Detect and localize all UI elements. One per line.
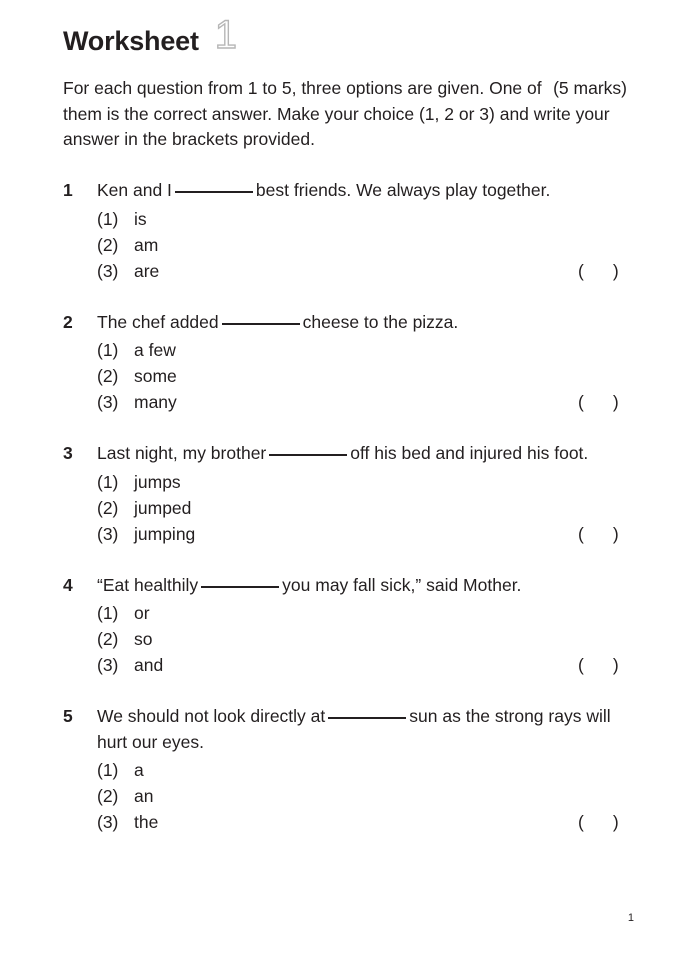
question-head [63, 310, 631, 336]
question-number: 4 [63, 574, 73, 595]
option-text: an [134, 786, 154, 806]
option-item[interactable] [97, 521, 631, 547]
option-item[interactable] [97, 337, 631, 363]
answer-blank-line [328, 717, 406, 719]
option-label: (3) [97, 523, 119, 544]
option-label: (3) [97, 812, 119, 832]
question-item [63, 704, 631, 835]
option-item[interactable] [97, 363, 631, 389]
question-text-after-blank: cheese to the pizza. [302, 311, 459, 332]
page-number: 1 [627, 912, 634, 924]
answer-bracket[interactable] [578, 652, 619, 678]
answer-bracket-close: ) [612, 812, 619, 832]
answer-bracket-open: ( [578, 812, 584, 832]
question-text-before-blank: Ken and I [97, 180, 172, 200]
question-head [63, 573, 631, 599]
question-text [97, 441, 631, 467]
option-text: many [134, 392, 177, 412]
option-item[interactable] [97, 258, 631, 284]
question-text-after-blank: sun as the strong rays will hurt our eyes. [97, 706, 611, 752]
marks-label: (5 marks) [553, 78, 627, 98]
answer-bracket[interactable] [578, 389, 619, 415]
option-item[interactable] [97, 206, 631, 232]
option-label: (2) [97, 786, 119, 806]
page-title [63, 13, 237, 58]
answer-bracket-open: ( [578, 260, 584, 281]
page-title-text: Worksheet [63, 26, 199, 56]
question-number: 1 [63, 180, 73, 200]
option-text: or [134, 603, 150, 623]
answer-bracket[interactable] [578, 521, 619, 547]
question-text [97, 573, 631, 599]
question-head [63, 178, 631, 204]
option-list [63, 337, 631, 415]
option-text: a [134, 760, 144, 780]
answer-bracket-open: ( [578, 392, 584, 412]
answer-bracket[interactable] [578, 258, 619, 284]
option-list [63, 600, 631, 678]
option-label: (3) [97, 655, 119, 675]
option-item[interactable] [97, 389, 631, 415]
option-item[interactable] [97, 469, 631, 495]
question-text [97, 310, 631, 336]
instructions-text: For each question from 1 to 5, three options are given. One of them is the correct answer. Make your choice (1, 2 or 3) and write your answer in the brackets provided. [63, 78, 610, 149]
worksheet-number-outline: 1 [214, 13, 237, 57]
question-item [63, 441, 631, 547]
option-label: (1) [97, 471, 119, 492]
option-label: (2) [97, 497, 119, 518]
option-label: (2) [97, 234, 119, 255]
answer-bracket[interactable] [578, 809, 619, 835]
option-item[interactable] [97, 626, 631, 652]
option-item[interactable] [97, 809, 631, 835]
option-item[interactable] [97, 783, 631, 809]
option-text: so [134, 629, 153, 649]
question-head [63, 704, 631, 755]
answer-blank-line [201, 586, 279, 588]
answer-bracket-close: ) [612, 655, 619, 675]
question-text-before-blank: “Eat healthily [97, 574, 199, 595]
option-list [63, 206, 631, 284]
option-list [63, 757, 631, 835]
option-label: (3) [97, 260, 119, 281]
option-text: jumping [134, 523, 196, 544]
question-head [63, 441, 631, 467]
option-text: are [134, 260, 160, 281]
question-text-after-blank: you may fall sick,” said Mother. [282, 574, 522, 595]
question-text-before-blank: Last night, my brother [97, 443, 267, 463]
answer-bracket-close: ) [612, 523, 619, 544]
option-text: a few [134, 340, 176, 360]
answer-bracket-open: ( [578, 523, 584, 544]
question-text-before-blank: We should not look directly at [97, 706, 326, 726]
option-item[interactable] [97, 757, 631, 783]
option-label: (1) [97, 603, 119, 623]
option-text: is [134, 208, 147, 229]
option-label: (1) [97, 340, 119, 360]
instructions-paragraph [63, 76, 627, 153]
question-number: 2 [63, 311, 73, 332]
question-item [63, 573, 631, 679]
answer-blank-line [222, 323, 300, 325]
question-item [63, 178, 631, 284]
answer-blank-line [175, 191, 253, 193]
option-label: (3) [97, 392, 119, 412]
question-number: 3 [63, 443, 73, 463]
option-text: and [134, 655, 164, 675]
answer-bracket-open: ( [578, 655, 584, 675]
question-text [97, 178, 631, 204]
option-label: (2) [97, 366, 119, 386]
question-item [63, 310, 631, 416]
option-label: (1) [97, 208, 119, 229]
answer-blank-line [269, 454, 347, 456]
answer-bracket-close: ) [612, 392, 619, 412]
question-list [63, 178, 631, 835]
option-item[interactable] [97, 652, 631, 678]
option-text: jumped [134, 497, 192, 518]
option-text: jumps [134, 471, 181, 492]
question-text-after-blank: best friends. We always play together. [255, 180, 551, 200]
option-item[interactable] [97, 600, 631, 626]
answer-bracket-close: ) [612, 260, 619, 281]
option-text: am [134, 234, 159, 255]
option-label: (1) [97, 760, 119, 780]
question-number: 5 [63, 706, 73, 726]
option-item[interactable] [97, 232, 631, 258]
option-text: some [134, 366, 177, 386]
option-item[interactable] [97, 495, 631, 521]
option-text: the [134, 812, 159, 832]
option-list [63, 469, 631, 547]
question-text-before-blank: The chef added [97, 311, 219, 332]
option-label: (2) [97, 629, 119, 649]
question-text [97, 704, 631, 755]
question-text-after-blank: off his bed and injured his foot. [350, 443, 589, 463]
